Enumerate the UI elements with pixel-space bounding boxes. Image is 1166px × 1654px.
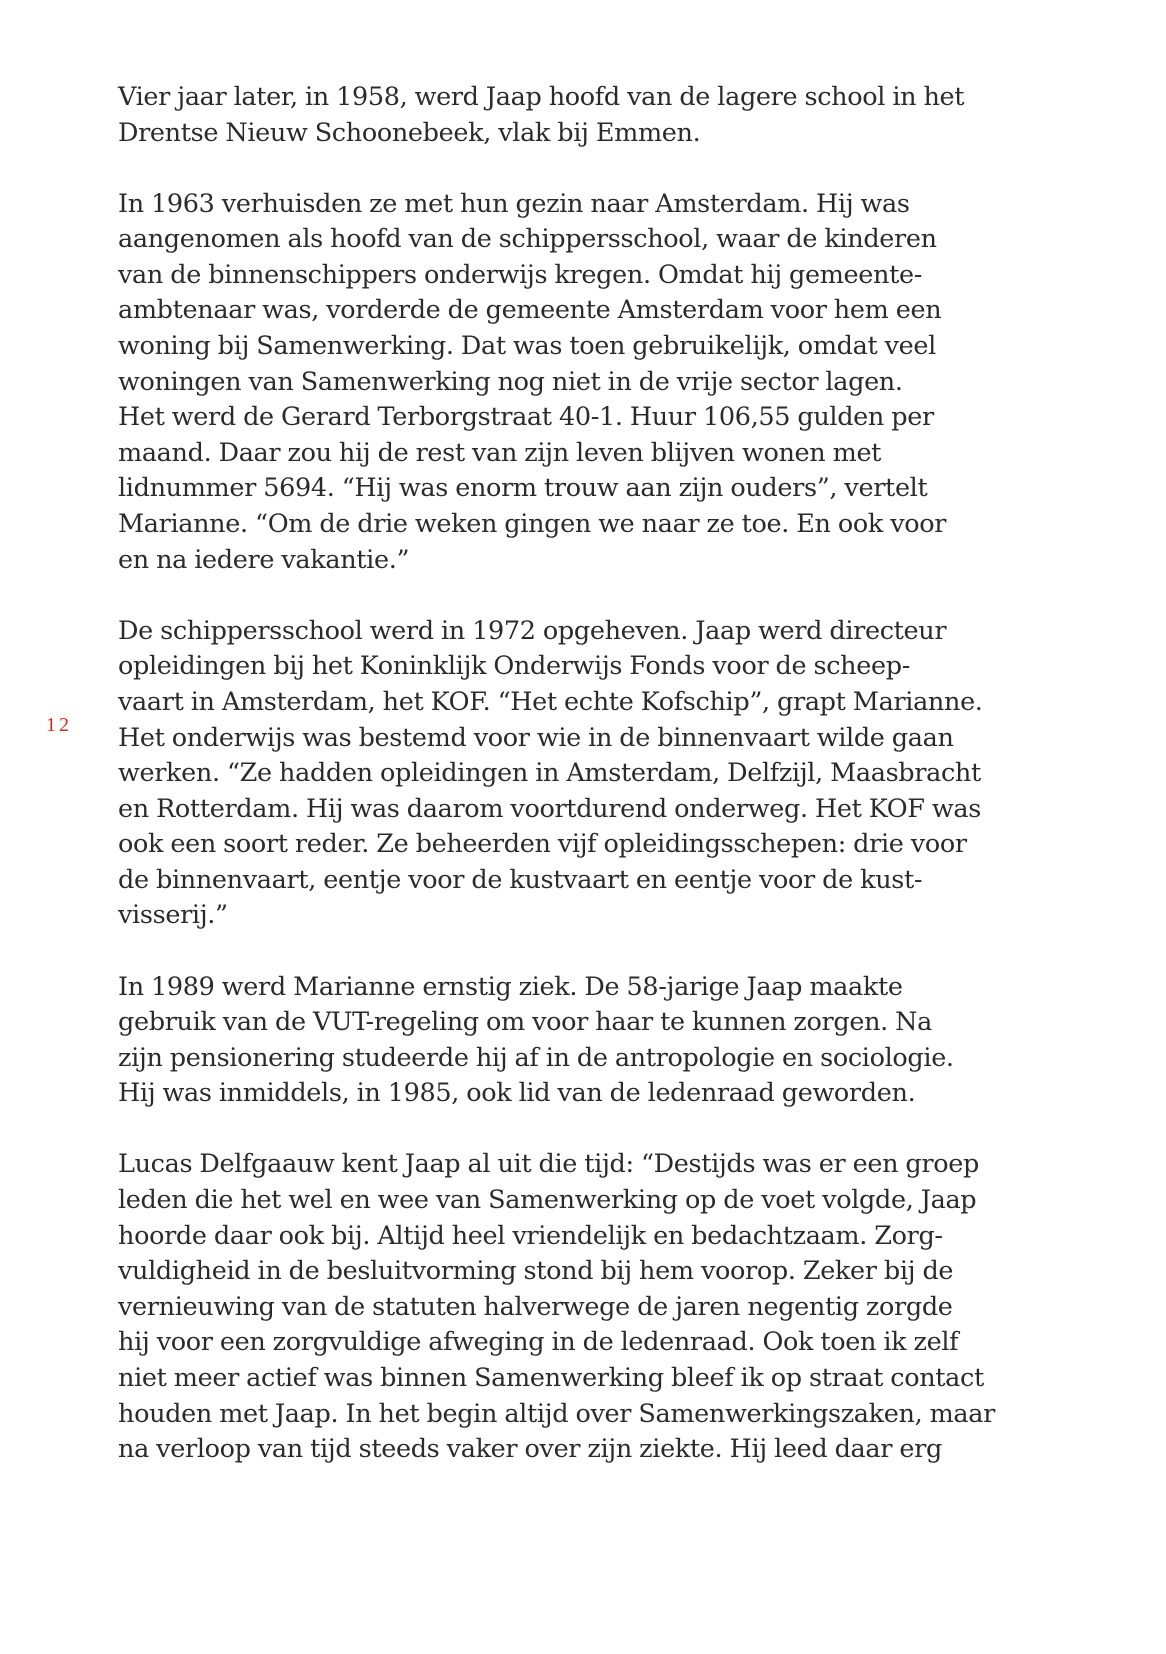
text-line: werken. “Ze hadden opleidingen in Amsterdam, Delfzijl, Maasbracht <box>118 758 981 789</box>
paragraph-lucas-delfgaauw <box>118 1147 998 1467</box>
text-line: gebruik van de VUT-regeling om voor haar te kunnen zorgen. Na <box>118 1007 932 1038</box>
text-line: maand. Daar zou hij de rest van zijn leven blijven wonen met <box>118 437 882 468</box>
text-line: houden met Jaap. In het begin altijd over Samenwerkingszaken, maar <box>118 1398 995 1429</box>
text-line: ambtenaar was, vorderde de gemeente Amsterdam voor hem een <box>118 295 942 326</box>
text-line: hoorde daar ook bij. Altijd heel vriendelijk en bedachtzaam. Zorg- <box>118 1220 943 1251</box>
text-line: de binnenvaart, eentje voor de kustvaart en eentje voor de kust- <box>118 864 923 895</box>
text-line: aangenomen als hoofd van de schippersschool, waar de kinderen <box>118 224 937 255</box>
text-line: visserij.” <box>118 900 228 931</box>
text-line: en na iedere vakantie.” <box>118 544 410 575</box>
text-line: zijn pensionering studeerde hij af in de antropologie en sociologie. <box>118 1042 954 1073</box>
text-line: Vier jaar later, in 1958, werd Jaap hoofd van de lagere school in het <box>118 82 965 112</box>
paragraph-1989-vut <box>118 970 998 1112</box>
text-line: ook een soort reder. Ze beheerden vijf opleidingsschepen: drie voor <box>118 829 967 860</box>
text-line: vaart in Amsterdam, het KOF. “Het echte Kofschip”, grapt Marianne. <box>118 686 983 717</box>
text-line: In 1963 verhuisden ze met hun gezin naar Amsterdam. Hij was <box>118 188 910 219</box>
text-line: lidnummer 5694. “Hij was enorm trouw aan zijn ouders”, vertelt <box>118 473 928 504</box>
page-number: 12 <box>46 714 72 736</box>
paragraph-1963-amsterdam <box>118 187 998 579</box>
paragraph-1972-kof <box>118 614 998 934</box>
text-line: na verloop van tijd steeds vaker over zijn ziekte. Hij leed daar erg <box>118 1434 942 1465</box>
text-line: Hij was inmiddels, in 1985, ook lid van de ledenraad geworden. <box>118 1078 916 1109</box>
text-line: hij voor een zorgvuldige afweging in de ledenraad. Ook toen ik zelf <box>118 1327 959 1358</box>
text-line: woningen van Samenwerking nog niet in de vrije sector lagen. <box>118 366 903 397</box>
text-line: niet meer actief was binnen Samenwerking bleef ik op straat contact <box>118 1363 984 1393</box>
text-line: Lucas Delfgaauw kent Jaap al uit die tijd: “Destijds was er een groep <box>118 1149 979 1180</box>
text-line: Het werd de Gerard Terborgstraat 40-1. Huur 106,55 gulden per <box>118 402 934 433</box>
text-line: leden die het wel en wee van Samenwerking op de voet volgde, Jaap <box>118 1185 977 1216</box>
paragraph-1958-schoonebeek <box>118 80 998 151</box>
text-line: woning bij Samenwerking. Dat was toen gebruikelijk, omdat veel <box>118 331 936 362</box>
text-line: Marianne. “Om de drie weken gingen we naar ze toe. En ook voor <box>118 509 947 540</box>
text-line: en Rotterdam. Hij was daarom voortdurend onderweg. Het KOF was <box>118 793 981 824</box>
text-line: vuldigheid in de besluitvorming stond bij hem voorop. Zeker bij de <box>118 1256 954 1287</box>
text-line: van de binnenschippers onderwijs kregen. Omdat hij gemeente- <box>118 259 923 290</box>
text-line: vernieuwing van de statuten halverwege de jaren negentig zorgde <box>118 1291 953 1322</box>
text-line: In 1989 werd Marianne ernstig ziek. De 58-jarige Jaap maakte <box>118 971 903 1002</box>
text-line: De schippersschool werd in 1972 opgeheven. Jaap werd directeur <box>118 615 947 646</box>
text-line: opleidingen bij het Koninklijk Onderwijs Fonds voor de scheep- <box>118 651 910 682</box>
article-body <box>118 80 998 1503</box>
text-line: Het onderwijs was bestemd voor wie in de binnenvaart wilde gaan <box>118 722 954 753</box>
text-line: Drentse Nieuw Schoonebeek, vlak bij Emmen. <box>118 117 701 148</box>
